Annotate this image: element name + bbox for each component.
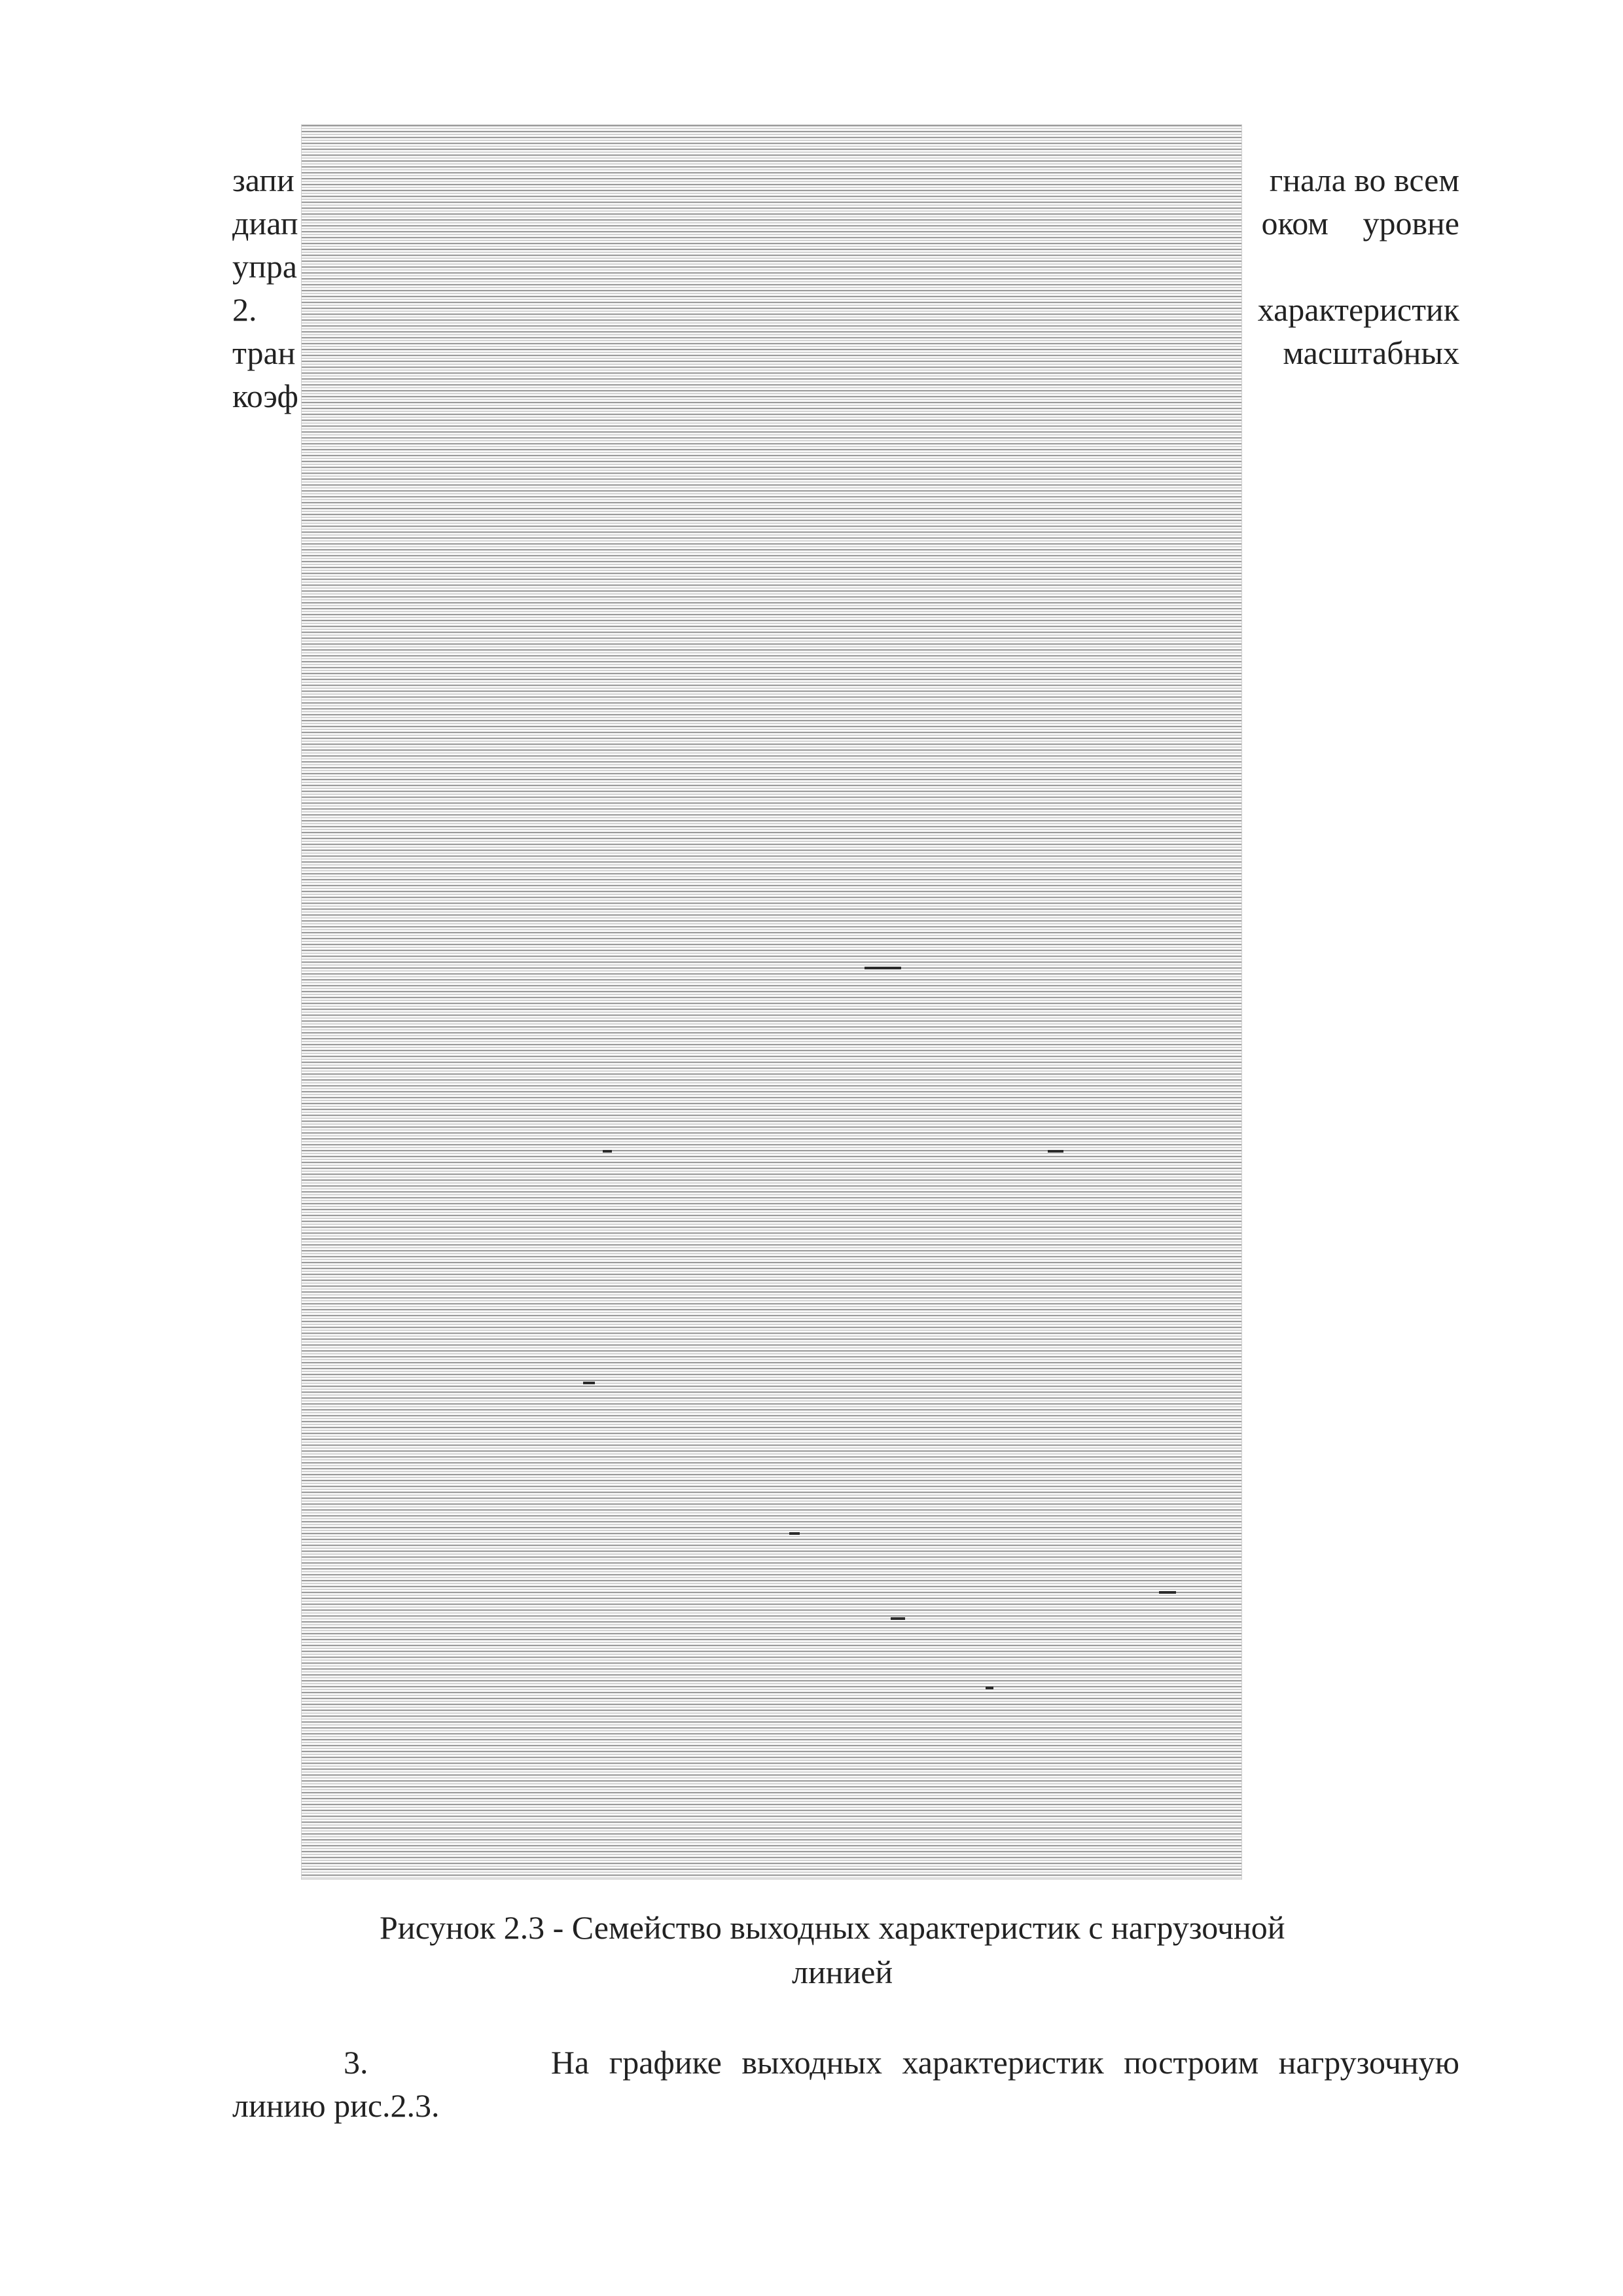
step-text-continuation: линию рис.2.3. xyxy=(232,2087,440,2124)
step-paragraph xyxy=(232,2041,1459,2084)
paragraph-left-fragment: упра xyxy=(232,248,297,285)
figure-caption-continuation: линией xyxy=(792,1954,893,1990)
scan-artifact xyxy=(1159,1591,1176,1594)
paragraph-left-fragment: запи xyxy=(232,162,294,198)
scan-artifact xyxy=(789,1532,800,1535)
step-text: На графике выходных характеристик построим нагрузочную xyxy=(550,2044,1459,2081)
figure-caption: Рисунок 2.3 - Семейство выходных характеристик с нагрузочной xyxy=(380,1909,1285,1946)
paragraph-left-fragment: 2. xyxy=(232,291,257,328)
scan-artifact xyxy=(865,967,901,969)
paragraph-left-fragment: тран xyxy=(232,334,296,371)
paragraph-right-fragment: характеристик xyxy=(1257,291,1459,328)
figure-image xyxy=(301,124,1242,1880)
scan-artifact xyxy=(891,1617,905,1620)
scan-artifact xyxy=(603,1150,612,1153)
step-number: 3. xyxy=(344,2044,368,2081)
scan-artifact xyxy=(583,1382,595,1384)
scan-artifact xyxy=(1048,1150,1063,1153)
paragraph-right-fragment: масштабных xyxy=(1283,334,1459,371)
paragraph-left-fragment: диап xyxy=(232,205,298,242)
paragraph-right-fragment: гнала во всем xyxy=(1269,162,1459,198)
scan-artifact xyxy=(986,1687,993,1689)
paragraph-left-fragment: коэф xyxy=(232,378,298,414)
paragraph-right-fragment: оком уровне xyxy=(1261,205,1459,242)
